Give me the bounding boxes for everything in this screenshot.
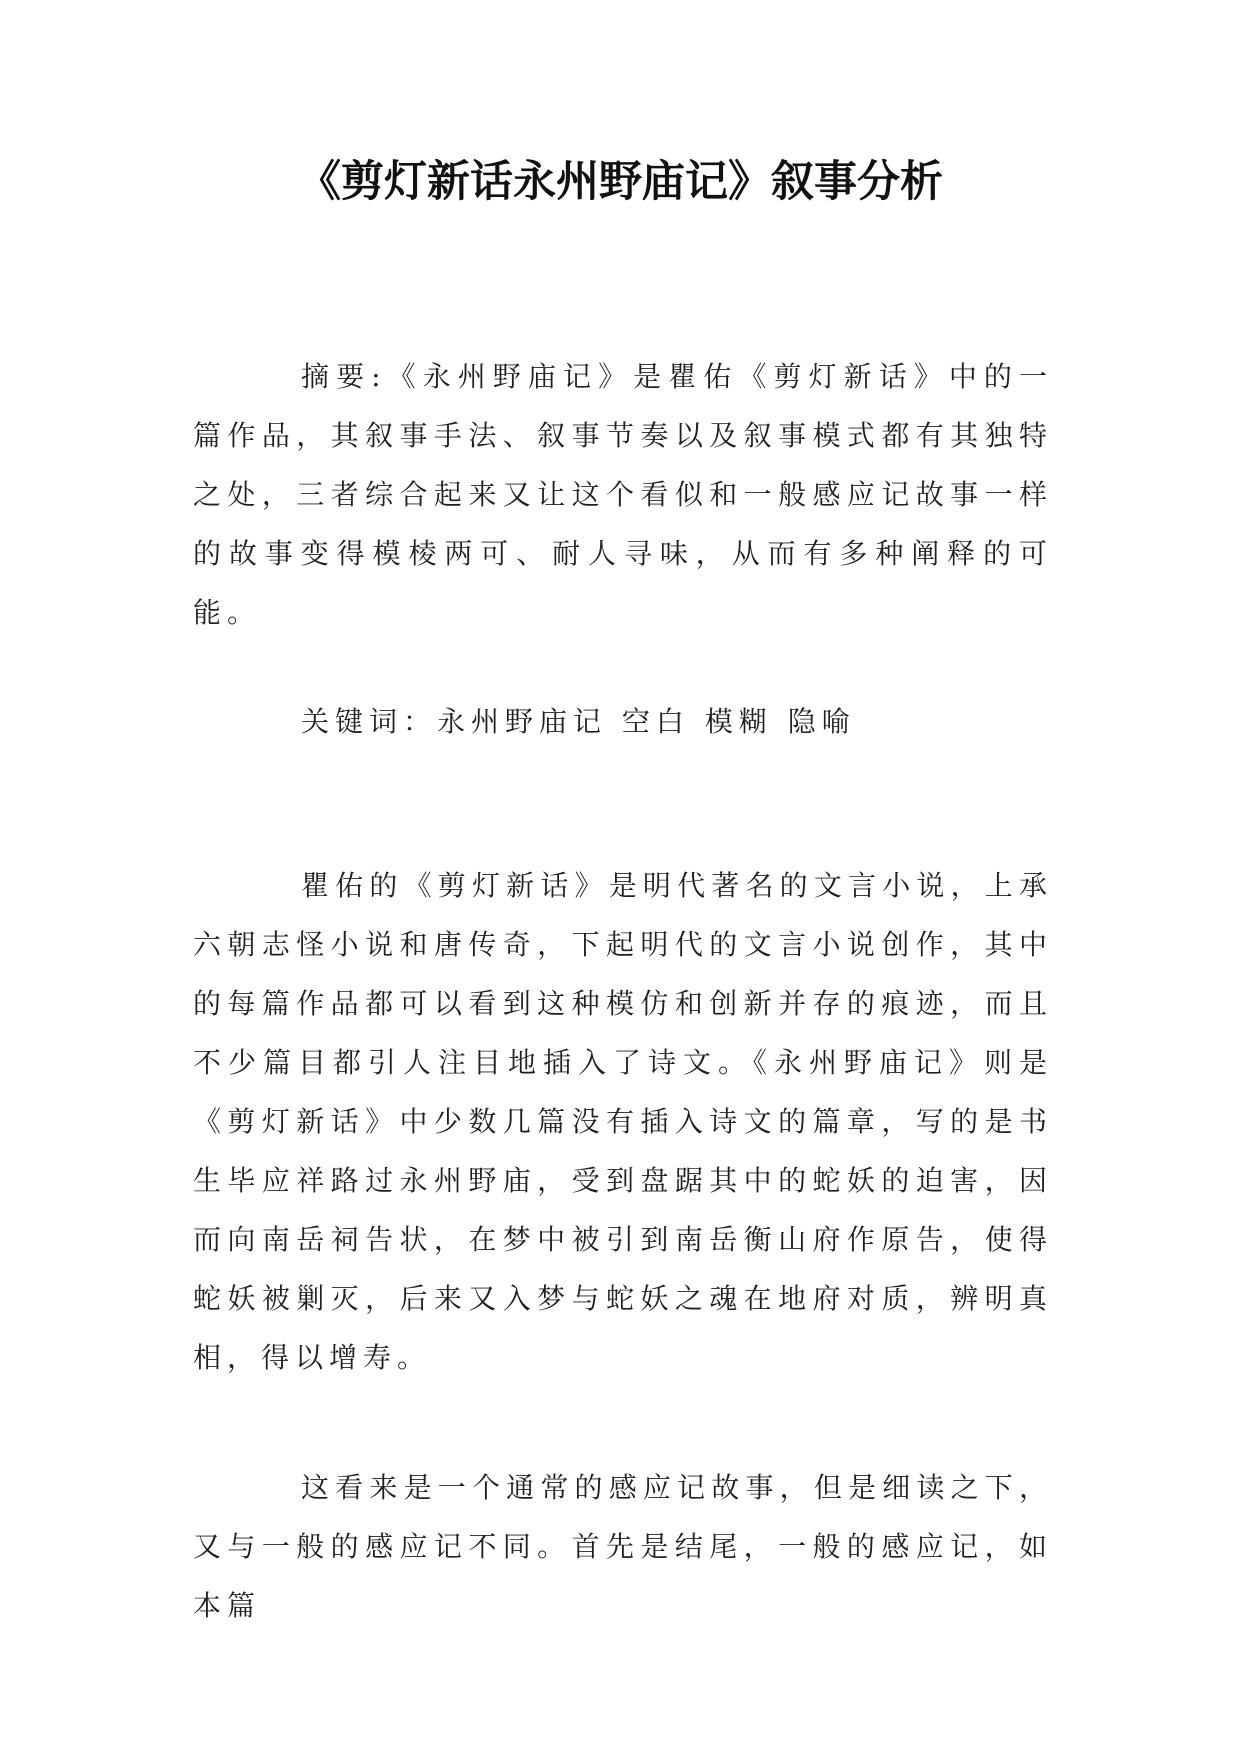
document-title: 《剪灯新话永州野庙记》叙事分析 (298, 157, 943, 207)
keywords-line: 关键词：永州野庙记 空白 模糊 隐喻 (301, 705, 856, 738)
body-paragraph-2: 这看来是一个通常的感应记故事，但是细读之下，又与一般的感应记不同。首先是结尾，一般的感应记，如本篇 (193, 1471, 1053, 1622)
abstract-paragraph: 摘要:《永州野庙记》是瞿佑《剪灯新话》中的一篇作品，其叙事手法、叙事节奏以及叙事模式都有其独特之处，三者综合起来又让这个看似和一般感应记故事一样的故事变得模棱两可、耐人寻味，从而有多种阐释的可能。 (193, 360, 1053, 629)
body-paragraph-1: 瞿佑的《剪灯新话》是明代著名的文言小说，上承六朝志怪小说和唐传奇，下起明代的文言小说创作，其中的每篇作品都可以看到这种模仿和创新并存的痕迹，而且不少篇目都引人注目地插入了诗文。《永州野庙记》则是《剪灯新话》中少数几篇没有插入诗文的篇章，写的是书生毕应祥路过永州野庙，受到盘踞其中的蛇妖的迫害，因而向南岳祠告状，在梦中被引到南岳衡山府作原告，使得蛇妖被剿灭，后来又入梦与蛇妖之魂在地府对质，辨明真相，得以增寿。 (193, 869, 1053, 1374)
